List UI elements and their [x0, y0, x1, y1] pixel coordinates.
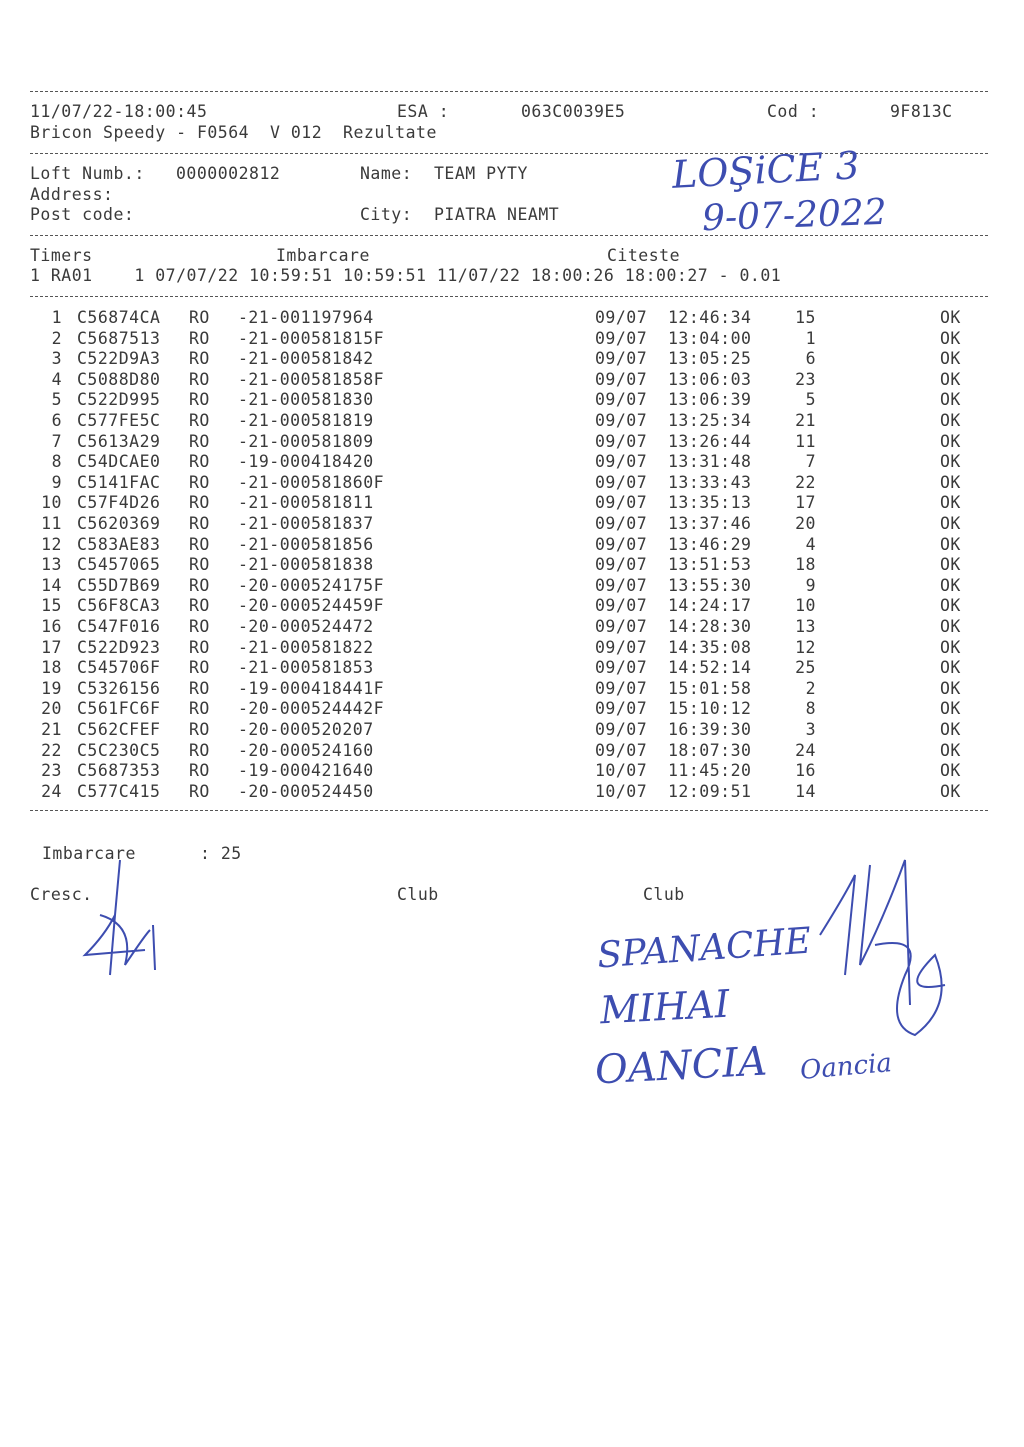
arrival-time: 13:55:30: [668, 575, 752, 595]
row-number: 1: [51, 308, 62, 327]
arrival-date: 09/07: [595, 308, 648, 327]
chip-id: C56874CA: [77, 308, 161, 327]
table-row: [0, 782, 1024, 803]
row-number: 21: [41, 720, 62, 739]
country-code: RO: [189, 740, 210, 760]
country-code: RO: [189, 534, 210, 554]
position: 1: [805, 328, 816, 348]
cresc-label: Cresc.: [30, 885, 93, 904]
chip-id: C522D923: [77, 637, 161, 657]
chip-id: C5326156: [77, 678, 161, 698]
table-row: [0, 596, 1024, 617]
arrival-time: 14:28:30: [668, 617, 752, 636]
chip-id: C577C415: [77, 781, 161, 801]
row-number: 20: [41, 699, 62, 719]
table-row: [0, 473, 1024, 494]
status: OK: [940, 781, 961, 801]
position: 23: [795, 369, 816, 389]
chip-id: C5088D80: [77, 369, 161, 389]
country-code: RO: [189, 617, 210, 636]
chip-id: C5687353: [77, 761, 161, 781]
table-row: [0, 679, 1024, 700]
ring-number: -21-000581842: [238, 349, 374, 369]
arrival-time: 13:37:46: [668, 514, 752, 533]
ring-number: -19-000418441F: [238, 678, 385, 698]
table-row: [0, 308, 1024, 329]
status: OK: [940, 411, 961, 430]
position: 21: [795, 411, 816, 430]
club-handwriting-line1: SPANACHE: [595, 920, 813, 977]
table-row: [0, 493, 1024, 514]
arrival-time: 13:26:44: [668, 431, 752, 451]
arrival-date: 09/07: [595, 740, 648, 760]
arrival-time: 13:46:29: [668, 534, 752, 554]
citeste-header: Citeste: [607, 246, 681, 265]
row-number: 23: [41, 761, 62, 781]
row-number: 5: [51, 390, 62, 410]
status: OK: [940, 308, 961, 327]
table-row: [0, 658, 1024, 679]
table-row: [0, 761, 1024, 782]
table-row: [0, 617, 1024, 638]
country-code: RO: [189, 349, 210, 369]
position: 16: [795, 761, 816, 781]
position: 18: [795, 555, 816, 575]
chip-id: C522D9A3: [77, 349, 161, 369]
arrival-date: 09/07: [595, 699, 648, 719]
arrival-date: 09/07: [595, 390, 648, 410]
row-number: 3: [51, 349, 62, 369]
arrival-time: 13:04:00: [668, 328, 752, 348]
position: 13: [795, 617, 816, 636]
club-handwriting-signature: Oancia: [798, 1048, 894, 1086]
row-number: 9: [51, 472, 62, 492]
arrival-time: 18:07:30: [668, 740, 752, 760]
position: 11: [795, 431, 816, 451]
status: OK: [940, 431, 961, 451]
arrival-time: 13:35:13: [668, 493, 752, 513]
chip-id: C583AE83: [77, 534, 161, 554]
arrival-date: 09/07: [595, 617, 648, 636]
status: OK: [940, 596, 961, 616]
position: 8: [805, 699, 816, 719]
chip-id: C57F4D26: [77, 493, 161, 513]
arrival-date: 09/07: [595, 596, 648, 616]
table-row: [0, 411, 1024, 432]
timer-line: 1 RA01 1 07/07/22 10:59:51 10:59:51 11/07/22 18:00:26 18:00:27 - 0.01: [30, 266, 782, 285]
chip-id: C5141FAC: [77, 472, 161, 492]
row-number: 4: [51, 369, 62, 389]
cod-value: 9F813C: [890, 102, 953, 121]
ring-number: -21-000581811: [238, 493, 374, 513]
position: 3: [805, 720, 816, 739]
arrival-date: 09/07: [595, 411, 648, 430]
position: 9: [805, 575, 816, 595]
ring-number: -21-000581819: [238, 411, 374, 430]
country-code: RO: [189, 328, 210, 348]
status: OK: [940, 452, 961, 472]
ring-number: -21-000581830: [238, 390, 374, 410]
position: 6: [805, 349, 816, 369]
rule-bottom: [30, 810, 988, 811]
arrival-date: 09/07: [595, 431, 648, 451]
name-label: Name:: [360, 164, 413, 183]
arrival-time: 15:01:58: [668, 678, 752, 698]
row-number: 10: [41, 493, 62, 513]
chip-id: C562CFEF: [77, 720, 161, 739]
ring-number: -21-000581858F: [238, 369, 385, 389]
position: 2: [805, 678, 816, 698]
arrival-date: 09/07: [595, 678, 648, 698]
ring-number: -21-000581838: [238, 555, 374, 575]
status: OK: [940, 720, 961, 739]
imbarcare-header: Imbarcare: [276, 246, 370, 265]
ring-number: -21-000581837: [238, 514, 374, 533]
postcode-label: Post code:: [30, 205, 135, 224]
ring-number: -20-000524175F: [238, 575, 385, 595]
chip-id: C5C230C5: [77, 740, 161, 760]
table-row: [0, 514, 1024, 535]
table-row: [0, 720, 1024, 741]
ring-number: -21-000581809: [238, 431, 374, 451]
table-row: [0, 535, 1024, 556]
arrival-date: 09/07: [595, 658, 648, 678]
country-code: RO: [189, 369, 210, 389]
chip-id: C561FC6F: [77, 699, 161, 719]
imbarcare-value: : 25: [200, 844, 242, 863]
chip-id: C55D7B69: [77, 575, 161, 595]
ring-number: -21-000581853: [238, 658, 374, 678]
status: OK: [940, 472, 961, 492]
club-label-1: Club: [397, 885, 439, 904]
row-number: 22: [41, 740, 62, 760]
rule-top: [30, 91, 988, 92]
country-code: RO: [189, 761, 210, 781]
country-code: RO: [189, 472, 210, 492]
status: OK: [940, 740, 961, 760]
arrival-date: 09/07: [595, 493, 648, 513]
arrival-time: 12:09:51: [668, 781, 752, 801]
loft-label: Loft Numb.:: [30, 164, 145, 183]
club-signature: [815, 855, 975, 1055]
country-code: RO: [189, 452, 210, 472]
cod-label: Cod :: [767, 102, 820, 121]
arrival-time: 14:35:08: [668, 637, 752, 657]
country-code: RO: [189, 411, 210, 430]
table-row: [0, 452, 1024, 473]
arrival-time: 11:45:20: [668, 761, 752, 781]
ring-number: -20-000524459F: [238, 596, 385, 616]
country-code: RO: [189, 658, 210, 678]
table-row: [0, 370, 1024, 391]
ring-number: -21-000581856: [238, 534, 374, 554]
row-number: 16: [41, 617, 62, 636]
table-row: [0, 349, 1024, 370]
status: OK: [940, 617, 961, 636]
ring-number: -20-000520207: [238, 720, 374, 739]
country-code: RO: [189, 514, 210, 533]
ring-number: -21-000581860F: [238, 472, 385, 492]
ring-number: -20-000524442F: [238, 699, 385, 719]
position: 25: [795, 658, 816, 678]
table-row: [0, 741, 1024, 762]
status: OK: [940, 637, 961, 657]
report-datetime: 11/07/22-18:00:45: [30, 102, 208, 121]
chip-id: C577FE5C: [77, 411, 161, 430]
ring-number: -21-001197964: [238, 308, 374, 327]
table-row: [0, 555, 1024, 576]
position: 22: [795, 472, 816, 492]
status: OK: [940, 699, 961, 719]
chip-id: C5613A29: [77, 431, 161, 451]
club-label-2: Club: [643, 885, 685, 904]
status: OK: [940, 328, 961, 348]
country-code: RO: [189, 596, 210, 616]
position: 7: [805, 452, 816, 472]
arrival-time: 12:46:34: [668, 308, 752, 327]
position: 5: [805, 390, 816, 410]
row-number: 18: [41, 658, 62, 678]
country-code: RO: [189, 575, 210, 595]
status: OK: [940, 534, 961, 554]
address-label: Address:: [30, 185, 114, 204]
country-code: RO: [189, 781, 210, 801]
status: OK: [940, 658, 961, 678]
row-number: 11: [41, 514, 62, 533]
chip-id: C545706F: [77, 658, 161, 678]
chip-id: C56F8CA3: [77, 596, 161, 616]
country-code: RO: [189, 720, 210, 739]
chip-id: C522D995: [77, 390, 161, 410]
position: 20: [795, 514, 816, 533]
country-code: RO: [189, 431, 210, 451]
status: OK: [940, 493, 961, 513]
arrival-time: 13:25:34: [668, 411, 752, 430]
club-handwriting-line2: MIHAI: [598, 981, 731, 1033]
table-row: [0, 638, 1024, 659]
ring-number: -21-000581822: [238, 637, 374, 657]
city-value: PIATRA NEAMT: [434, 205, 560, 224]
ring-number: -20-000524450: [238, 781, 374, 801]
ring-number: -19-000418420: [238, 452, 374, 472]
imbarcare-label: Imbarcare: [42, 844, 136, 863]
arrival-time: 13:51:53: [668, 555, 752, 575]
arrival-date: 09/07: [595, 472, 648, 492]
arrival-date: 09/07: [595, 534, 648, 554]
row-number: 13: [41, 555, 62, 575]
status: OK: [940, 369, 961, 389]
row-number: 12: [41, 534, 62, 554]
arrival-date: 09/07: [595, 637, 648, 657]
esa-label: ESA :: [397, 102, 450, 121]
arrival-date: 09/07: [595, 328, 648, 348]
arrival-time: 13:31:48: [668, 452, 752, 472]
table-row: [0, 576, 1024, 597]
country-code: RO: [189, 699, 210, 719]
arrival-time: 14:52:14: [668, 658, 752, 678]
chip-id: C5457065: [77, 555, 161, 575]
rule-timers: [30, 296, 988, 297]
position: 4: [805, 534, 816, 554]
row-number: 24: [41, 781, 62, 801]
chip-id: C5620369: [77, 514, 161, 533]
row-number: 8: [51, 452, 62, 472]
arrival-time: 13:33:43: [668, 472, 752, 492]
status: OK: [940, 514, 961, 533]
table-row: [0, 329, 1024, 350]
arrival-date: 09/07: [595, 575, 648, 595]
country-code: RO: [189, 678, 210, 698]
position: 10: [795, 596, 816, 616]
country-code: RO: [189, 493, 210, 513]
table-row: [0, 699, 1024, 720]
arrival-time: 16:39:30: [668, 720, 752, 739]
loft-value: 0000002812: [176, 164, 281, 183]
row-number: 17: [41, 637, 62, 657]
country-code: RO: [189, 555, 210, 575]
arrival-date: 09/07: [595, 514, 648, 533]
status: OK: [940, 555, 961, 575]
table-row: [0, 432, 1024, 453]
ring-number: -19-000421640: [238, 761, 374, 781]
position: 24: [795, 740, 816, 760]
status: OK: [940, 349, 961, 369]
breeder-signature: [75, 855, 175, 995]
club-handwriting-line3: OANCIA: [593, 1038, 769, 1094]
table-row: [0, 390, 1024, 411]
country-code: RO: [189, 308, 210, 327]
status: OK: [940, 678, 961, 698]
position: 17: [795, 493, 816, 513]
city-label: City:: [360, 205, 413, 224]
status: OK: [940, 390, 961, 410]
ring-number: -20-000524160: [238, 740, 374, 760]
arrival-date: 09/07: [595, 555, 648, 575]
chip-id: C547F016: [77, 617, 161, 636]
report-title: Bricon Speedy - F0564 V 012 Rezultate: [30, 123, 437, 142]
name-value: TEAM PYTY: [434, 164, 528, 183]
esa-value: 063C0039E5: [521, 102, 626, 121]
chip-id: C54DCAE0: [77, 452, 161, 472]
rule-owner: [30, 235, 988, 236]
handwritten-date: 9-07-2022: [701, 191, 888, 240]
handwritten-location: LOŞiCE 3: [670, 143, 861, 197]
arrival-date: 10/07: [595, 761, 648, 781]
ring-number: -20-000524472: [238, 617, 374, 636]
country-code: RO: [189, 390, 210, 410]
arrival-time: 14:24:17: [668, 596, 752, 616]
arrival-time: 13:06:03: [668, 369, 752, 389]
chip-id: C5687513: [77, 328, 161, 348]
row-number: 14: [41, 575, 62, 595]
status: OK: [940, 761, 961, 781]
timers-header: Timers: [30, 246, 93, 265]
position: 12: [795, 637, 816, 657]
arrival-date: 09/07: [595, 452, 648, 472]
arrival-date: 10/07: [595, 781, 648, 801]
arrival-date: 09/07: [595, 720, 648, 739]
row-number: 7: [51, 431, 62, 451]
arrival-date: 09/07: [595, 349, 648, 369]
ring-number: -21-000581815F: [238, 328, 385, 348]
country-code: RO: [189, 637, 210, 657]
row-number: 15: [41, 596, 62, 616]
arrival-date: 09/07: [595, 369, 648, 389]
arrival-time: 15:10:12: [668, 699, 752, 719]
arrival-time: 13:06:39: [668, 390, 752, 410]
row-number: 19: [41, 678, 62, 698]
arrival-time: 13:05:25: [668, 349, 752, 369]
row-number: 2: [51, 328, 62, 348]
position: 14: [795, 781, 816, 801]
status: OK: [940, 575, 961, 595]
row-number: 6: [51, 411, 62, 430]
position: 15: [795, 308, 816, 327]
